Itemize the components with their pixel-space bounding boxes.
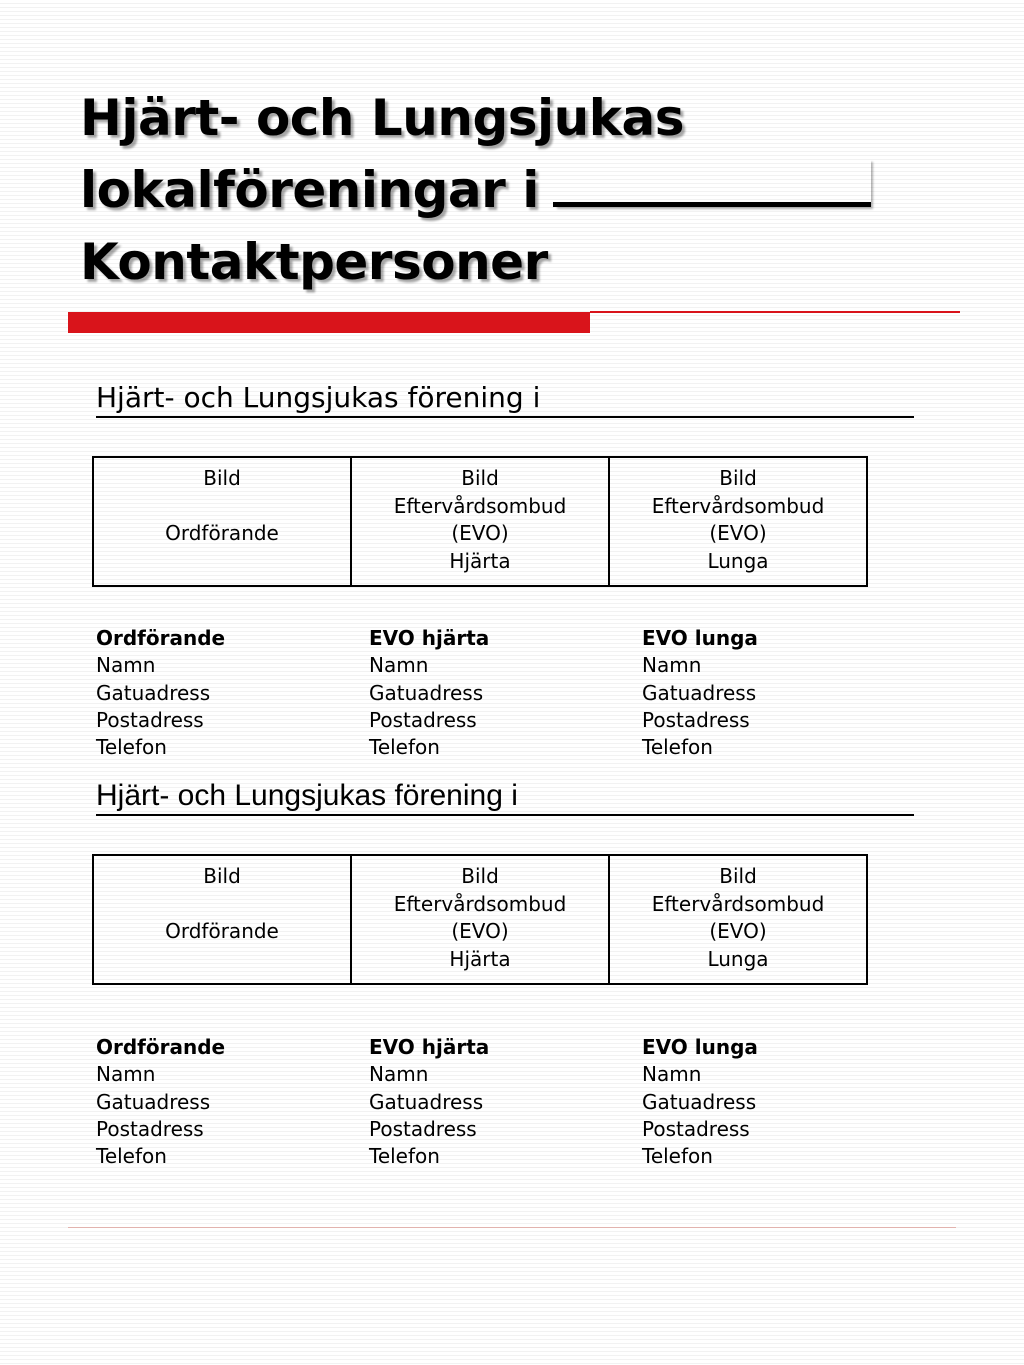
- photo-cell-line: Lunga: [707, 946, 769, 971]
- contact-postal: Postadress: [369, 707, 477, 732]
- contact-chair: [96, 1034, 366, 1170]
- photo-cell-line: Bild: [719, 864, 757, 888]
- photo-cell-line: Eftervårdsombud: [393, 493, 567, 518]
- photo-cell-line: (EVO): [709, 521, 767, 545]
- contact-name: Namn: [369, 1062, 429, 1087]
- photo-cell-evo-lung: [609, 457, 867, 586]
- contact-postal: Postadress: [642, 707, 750, 732]
- photo-cell-line: Eftervårdsombud: [651, 493, 825, 518]
- contact-role: EVO lunga: [642, 1035, 758, 1059]
- slide-title: [80, 82, 960, 298]
- contact-evo-lung: [642, 625, 912, 761]
- footer-divider: [68, 1227, 956, 1228]
- contact-street: Gatuadress: [369, 680, 484, 705]
- title-line-2: lokalföreningar i: [80, 161, 539, 219]
- photo-table-row: [93, 457, 867, 586]
- contact-name: Namn: [96, 1062, 156, 1087]
- contact-phone: Telefon: [96, 1144, 167, 1169]
- contact-street: Gatuadress: [642, 1089, 757, 1114]
- photo-cell-chair: [93, 457, 351, 586]
- photo-cell-line: Hjärta: [449, 548, 511, 573]
- contact-postal: Postadress: [369, 1116, 477, 1141]
- title-red-line: [590, 311, 960, 313]
- title-blank-underline: [553, 158, 871, 207]
- contact-name: Namn: [642, 1062, 702, 1087]
- contact-name: Namn: [369, 653, 429, 678]
- title-line-3: Kontaktpersoner: [80, 233, 548, 291]
- photo-cell-line: Bild: [203, 466, 241, 490]
- contact-name: Namn: [642, 653, 702, 678]
- photo-cell-line: Bild: [203, 864, 241, 888]
- photo-cell-line: (EVO): [451, 521, 509, 545]
- contact-phone: Telefon: [642, 1144, 713, 1169]
- photo-cell-line: Eftervårdsombud: [651, 891, 825, 916]
- contact-name: Namn: [96, 653, 156, 678]
- photo-cell-line: (EVO): [451, 919, 509, 943]
- photo-cell-evo-heart: [351, 855, 609, 984]
- title-line-1: Hjärt- och Lungsjukas: [80, 89, 685, 147]
- contact-postal: Postadress: [96, 707, 204, 732]
- photo-cell-line: Eftervårdsombud: [393, 891, 567, 916]
- photo-table-row: [93, 855, 867, 984]
- contact-role: Ordförande: [96, 1035, 226, 1059]
- title-line-2-wrapper: [80, 154, 960, 226]
- photo-cell-evo-heart: [351, 457, 609, 586]
- contact-street: Gatuadress: [369, 1089, 484, 1114]
- contact-street: Gatuadress: [96, 680, 211, 705]
- section-heading-1: Hjärt- och Lungsjukas förening i: [96, 380, 914, 418]
- contact-role: EVO hjärta: [369, 626, 490, 650]
- contact-phone: Telefon: [96, 735, 167, 760]
- photo-cell-line: Bild: [719, 466, 757, 490]
- photo-cell-line: Bild: [461, 466, 499, 490]
- photo-cell-line: Ordförande: [165, 919, 279, 943]
- contact-role: EVO hjärta: [369, 1035, 490, 1059]
- contact-evo-heart: [369, 625, 639, 761]
- contact-role: EVO lunga: [642, 626, 758, 650]
- contact-chair: [96, 625, 366, 761]
- photo-cell-line: Lunga: [707, 548, 769, 573]
- contact-street: Gatuadress: [642, 680, 757, 705]
- photo-cell-chair: [93, 855, 351, 984]
- contact-phone: Telefon: [369, 1144, 440, 1169]
- photo-table-2: [92, 854, 868, 985]
- contact-phone: Telefon: [369, 735, 440, 760]
- title-red-bar: [68, 312, 590, 333]
- photo-cell-line: Bild: [461, 864, 499, 888]
- contact-evo-heart: [369, 1034, 639, 1170]
- photo-cell-line: Ordförande: [165, 521, 279, 545]
- contact-phone: Telefon: [642, 735, 713, 760]
- contact-street: Gatuadress: [96, 1089, 211, 1114]
- photo-cell-evo-lung: [609, 855, 867, 984]
- photo-cell-spacer: [98, 493, 346, 521]
- contact-postal: Postadress: [642, 1116, 750, 1141]
- contact-evo-lung: [642, 1034, 912, 1170]
- contact-postal: Postadress: [96, 1116, 204, 1141]
- photo-cell-line: Hjärta: [449, 946, 511, 971]
- photo-table-1: [92, 456, 868, 587]
- contact-role: Ordförande: [96, 626, 226, 650]
- photo-cell-spacer: [98, 891, 346, 919]
- section-heading-2: Hjärt- och Lungsjukas förening i: [96, 778, 914, 816]
- photo-cell-line: (EVO): [709, 919, 767, 943]
